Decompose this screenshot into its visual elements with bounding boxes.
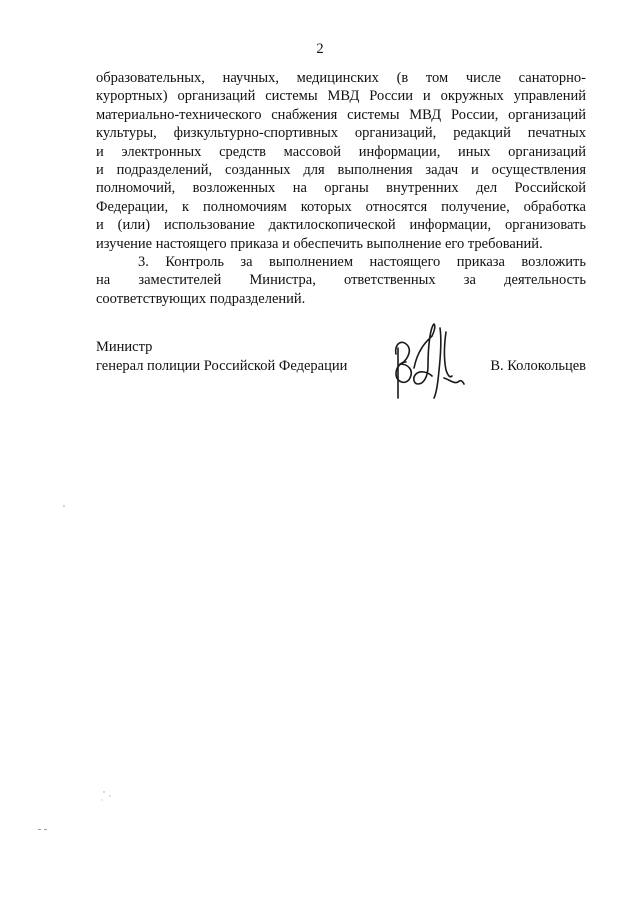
paragraph-3-line: 3. Контроль за выполнением настоящего приказа возложить [138,254,586,271]
body-line: и (или) использование дактилоскопической информации, организовать [96,217,586,234]
body-line: и электронных средств массовой информации, иных организаций [96,143,586,160]
body-line: на заместителей Министра, ответственных за деятельность [96,272,586,289]
body-text [96,69,586,308]
signatory-position: генерал полиции Российской Федерации [96,358,348,374]
body-line: Федерации, к полномочиям которых относятся получение, обработка [96,198,586,215]
body-line: образовательных, научных, медицинских (в том числе санаторно- [96,70,586,86]
body-line: изучение настоящего приказа и обеспечить выполнение его требований. [96,235,543,252]
body-line: соответствующих подразделений. [96,290,306,307]
signature-block [96,338,586,398]
body-line: культуры, физкультурно-спортивных организаций, редакций печатных [96,125,586,142]
signatory-name: В. Колокольцев [490,358,586,374]
body-line: полномочий, возложенных на органы внутренних дел Российской [96,180,586,197]
body-line: материально-технического снабжения системы МВД России, организаций [96,106,586,123]
body-line: и подразделений, созданных для выполнения задач и осуществления [96,162,586,179]
signatory-title: Министр [96,339,153,355]
handwritten-signature [384,318,476,410]
page-number: 2 [316,41,324,57]
body-line: курортных) организаций системы МВД России и окружных управлений [96,88,586,105]
